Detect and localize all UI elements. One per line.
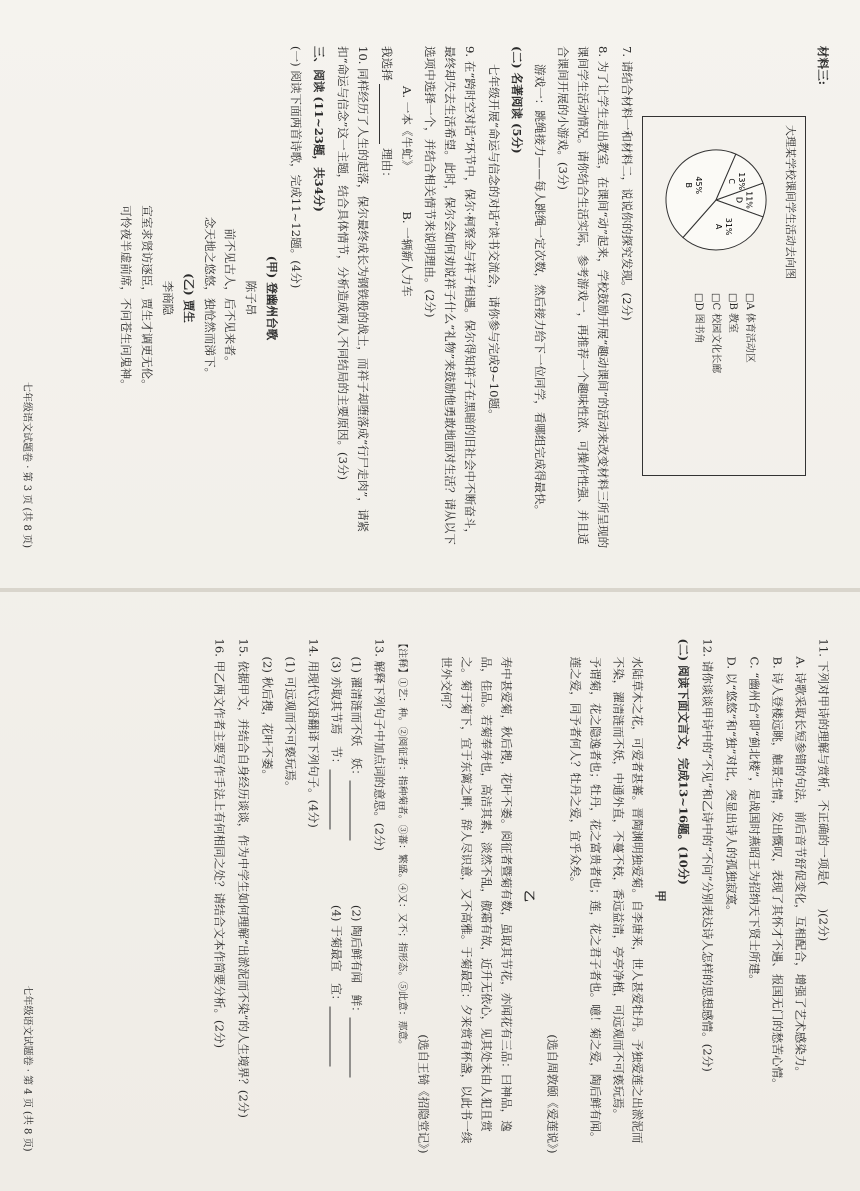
question-13-item-4: (4) 于菊最宜 宜： (326, 905, 346, 1154)
question-14: 14. 用现代汉语翻译下列句子。(4分) (305, 638, 320, 828)
pie-chart-box (642, 116, 806, 476)
pie-label-cat-b: B (683, 182, 693, 189)
rotated-content-page-3 (0, 0, 860, 588)
poem-1 (199, 46, 282, 550)
poem-2-author: 李商隐 (160, 280, 175, 316)
poem-1-line-1: 前不见古人，后不见来者。 (223, 228, 238, 368)
question-13: 13. 解释下列句子中加点词的意思。(2分) (372, 638, 387, 851)
legend-item-a: □A 体育活动区 (744, 293, 756, 363)
question-11-option-b: B. 诗人登楼远眺，触景生情，发出慨叹，表现了其怀才不遇、报国无门的愁苦心情。 (770, 656, 785, 1090)
text-yi-label: 乙 (521, 889, 536, 902)
question-9-answer-line (376, 46, 396, 550)
text-jia-para-1: 水陆草木之花，可爱者甚蕃。晋陶渊明独爱菊。自李唐来，世人甚爱牡丹。予独爱莲之出淤泥而不染，濯清涟而不妖，中通外直，不蔓不枝，香远益清，亭亭净植，可远观而不可亵玩焉。 (610, 656, 645, 1143)
question-11-option-d: D. 以“悠悠”和“独”对比，突显出诗人的孤独寂寞。 (724, 656, 739, 917)
question-9-option-b: B. 一辆新人力车 (399, 211, 414, 297)
text-yi-notes: 【注释】①艺：种。②阅征者：指种菊者。③蕃：繁盛。④又：又不；指形态。⑤此意：那意。 (396, 638, 408, 1050)
question-15: 15. 依据甲文，并结合自身经历谈谈，作为中学生如何理解“出淤泥而不染”的人生境界？(2分) (235, 638, 250, 1118)
question-14-item-1: (1) 可远观而不可亵玩焉。 (282, 656, 297, 793)
text-jia-label: 甲 (653, 889, 668, 902)
question-8-game: 游戏一：跳绳接力——每人跳绳一定次数，然后接力给下一位同学，看哪组完成得最快。 (533, 64, 548, 517)
poem-1-author: 陈子昂 (244, 280, 259, 316)
poem-1-line-2: 念天地之悠悠，独怆然而涕下。 (202, 216, 217, 380)
poem-1-title: (甲) 登幽州台歌 (265, 255, 280, 341)
question-9-choice-blank[interactable] (379, 84, 392, 144)
poem-2 (115, 46, 198, 550)
text-jia-source: (选自周敦颐《爱莲说》) (544, 1033, 559, 1153)
section-3-subtitle: (一) 阅读下面两首诗歌，完成11~12题。(4分) (289, 46, 304, 289)
question-9-choice-label: 我选择 (379, 46, 394, 81)
question-13-blank-2[interactable] (349, 1017, 362, 1077)
question-13-blank-1[interactable] (349, 780, 362, 840)
question-8: 8. 为了让学生走出教室，在课间“动”起来，学校鼓励开展“趣动课间”的活动来改变材料三所呈现的课间学生活动情况。请你结合生活实际，参考游戏一，再推荐一个趣味性浓、可操作性强、并且适合课间开展的小游戏。(3分) (556, 46, 611, 549)
question-9: 9. 在“跨时空对话”环节中，保尔·柯察金与祥子相遇。保尔得知祥子在黑暗的旧社会中不断奋斗，最终却失去生活希望。此时，保尔会如何劝说祥子什么“礼物”来鼓励他勇敢地面对生活？请从以下选项中选择一个，并结合相关情节来说明理由。(2分) (422, 46, 477, 545)
question-13-blank-3[interactable] (329, 769, 342, 829)
page-3-footer: 七年级语文试题卷 · 第 3 页 (共 8 页) (21, 382, 33, 548)
rotated-content-page-4 (0, 592, 860, 1191)
question-12: 12. 请你谈谈甲诗中的“不见”和乙诗中的“不问”分别表达诗人怎样的思想感情。(2分) (700, 638, 715, 1072)
question-16: 16. 甲乙两文作者主要写作手法上有何相同之处？请结合文本作简要分析。(2分) (211, 638, 226, 1048)
text-yi-source: (选自王锜《招隐堂记》) (416, 1033, 431, 1153)
question-13-item-1: (1) 濯清涟而不妖 妖： (345, 656, 365, 905)
section-3-title: 三、阅读 (11~23题，共34分) (312, 46, 327, 212)
pie-label-pct-b: 45% (693, 176, 703, 195)
pie-label-pct-a: 31% (723, 217, 733, 236)
question-9-options (396, 46, 416, 550)
question-14-item-2: (2) 秋后搜，花叶不萎。 (259, 656, 274, 781)
question-11-option-c: C. “幽州台”即“蓟北楼”，是战国时燕昭王为招纳天下贤士所建。 (747, 656, 762, 986)
material-3-header: 材料三: (816, 46, 830, 86)
question-7: 7. 请结合材料一和材料二，说说你的探究发现。(2分) (620, 46, 635, 321)
question-13-blank-4[interactable] (329, 1006, 342, 1066)
page-4-footer: 七年级语文试题卷 · 第 4 页 (共 8 页) (21, 985, 33, 1151)
question-11-option-a: A. 诗歌采取长短参错的句法，前后音节舒促变化，互相配合，增强了艺术感染力。 (793, 656, 808, 1078)
question-10: 10. 同样经历了人生的起落，保尔最终成长为钢铁般的战士，而祥子却堕落成“行尸走肉”，请紧扣“命运与信念”这一主题，结合具体情节，分析造成两人不同结局的主要原因。(3分) (336, 46, 370, 533)
exam-sheet-page-3 (0, 0, 860, 588)
poem-2-title: (乙) 贾生 (181, 273, 196, 323)
text-yi-para: 寿中甚爱菊，秋后搜，花叶不萎。阅征者暨菊有数，虽取其节花，亦闻花有三品：曰神品，逸品，佳品。若菊奉寿也，高洁其素，淡然不乱，傲霜有故，近升无依心，见其处末由人犯且赏之。菊于菊下，宜于东篱之畔，辞人尽识意，又不高雅。于菊最宜：夕来赏有杯盏，以此书一续世外交何？ (439, 656, 513, 1143)
pie-label-pct-d: 11% (744, 191, 754, 209)
legend-item-c: □C 校园文化长廊 (710, 293, 722, 374)
poem-2-line-1: 宣室求贤访逐臣，贾生才调更无伦。 (140, 205, 155, 391)
pie-chart (656, 125, 776, 275)
pie-label-cat-d: D (734, 196, 744, 204)
chart-title: 大理某学校课间学生活动去向图 (784, 125, 798, 279)
text-jia-para-2: 予谓菊，花之隐逸者也；牡丹，花之富贵者也；莲，花之君子者也。噫！菊之爱，陶后鲜有闻。莲之爱，同予者何人？牡丹之爱，宜乎众矣。 (567, 656, 602, 1143)
classical-section-title: (二) 阅读下面文言文，完成13~16题。(10分) (676, 638, 691, 885)
chart-legend (690, 293, 758, 373)
question-13-items (326, 638, 366, 1153)
question-13-item-3: (3) 亦取其节焉 节： (326, 656, 346, 905)
exam-sheet-page-4 (0, 592, 860, 1191)
question-9-reason-label: 理由： (379, 148, 394, 183)
pie-label-cat-c: C (727, 178, 737, 184)
section-2-title: (二) 名著阅读 (5分) (509, 46, 524, 154)
question-13-item-2: (2) 陶后鲜有闻 鲜： (345, 905, 365, 1154)
question-11: 11. 下列对甲诗的理解与赏析，不正确的一项是( )(2分) (816, 638, 830, 941)
pie-label-cat-a: A (713, 223, 723, 230)
question-9-option-a: A. 一本《牛虻》 (399, 86, 414, 172)
pie-label-pct-c: 13% (737, 172, 747, 191)
legend-item-b: □B 教室 (727, 293, 739, 333)
section-2-intro: 七年级开展“命运与信念的对话”读书交流会，请你参与完成9~10题。 (486, 64, 501, 421)
legend-item-d: □D 图书角 (693, 293, 705, 344)
poem-2-line-2: 可怜夜半虚前席，不问苍生问鬼神。 (119, 205, 134, 391)
